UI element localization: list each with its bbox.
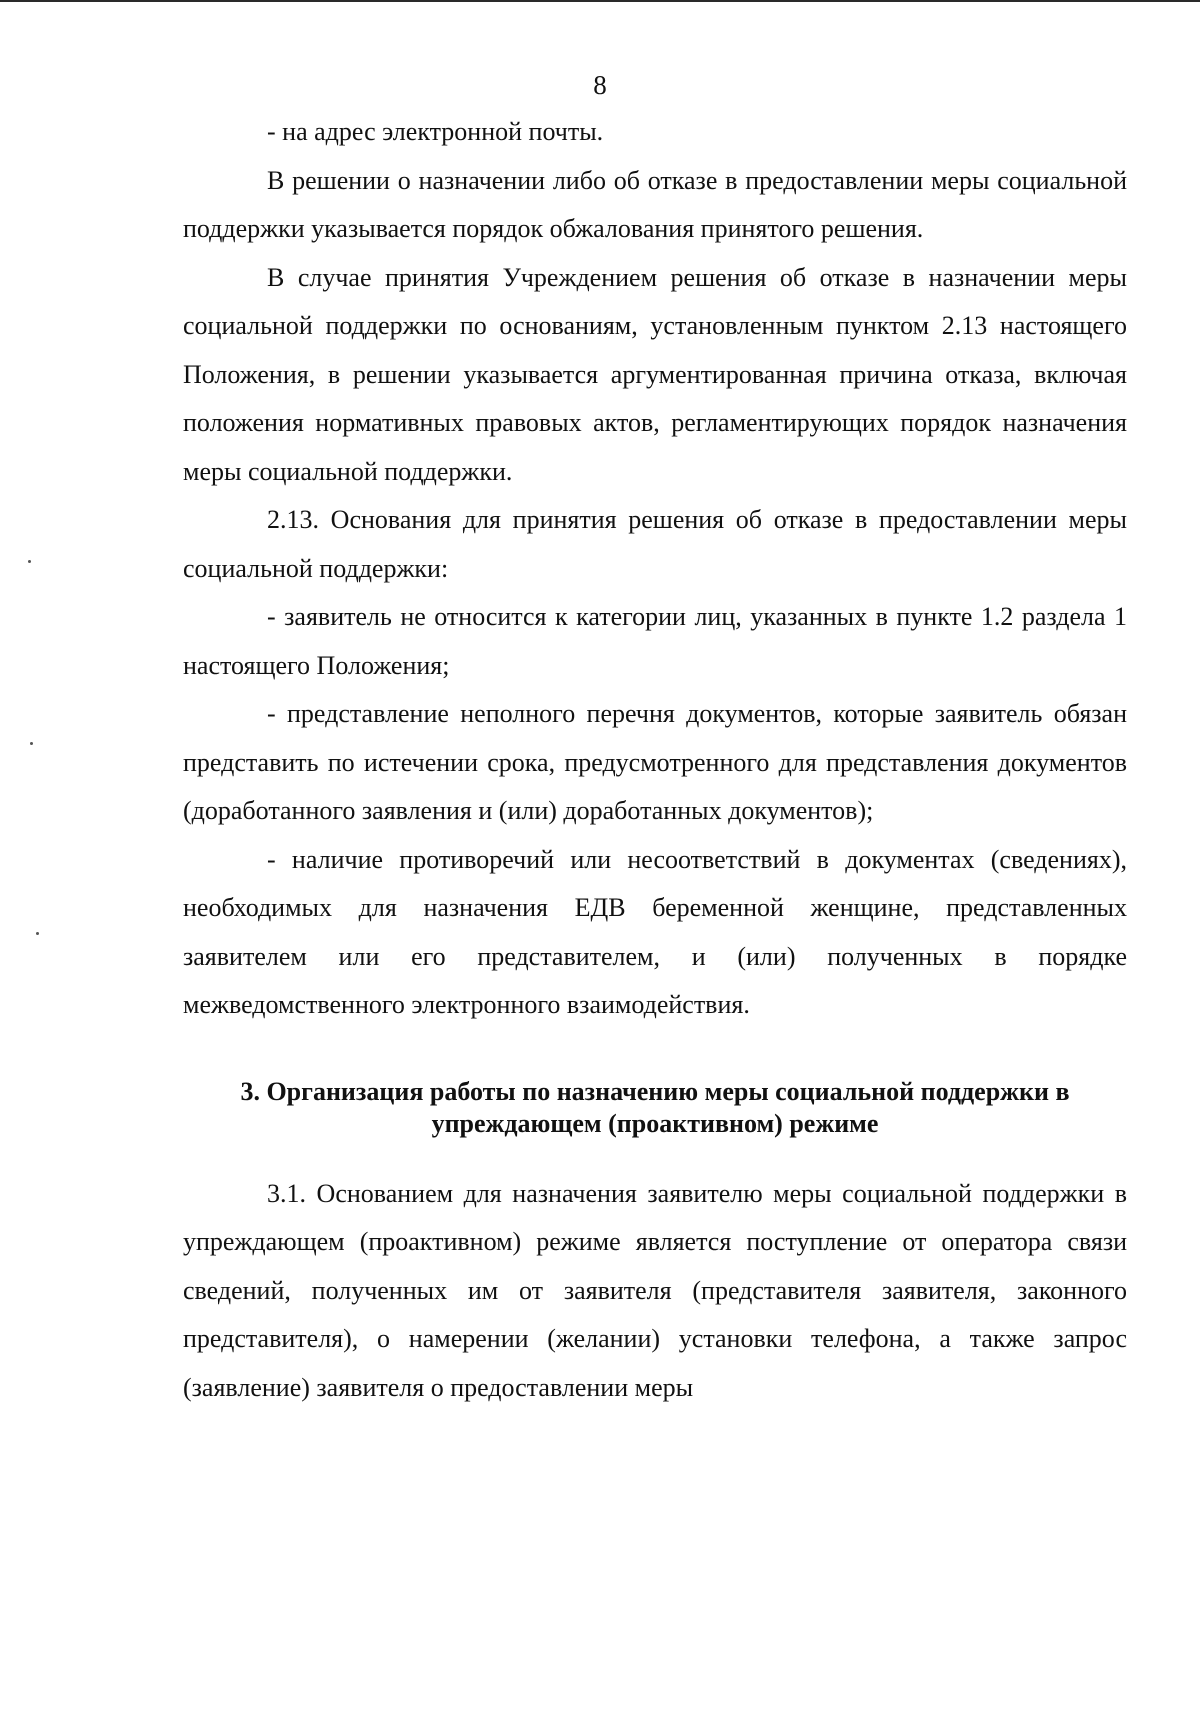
section-heading-line-1: 3. Организация работы по назначению меры социальной поддержки в [240, 1076, 1070, 1106]
page-number: 8 [593, 70, 607, 100]
section-3-heading [183, 1076, 1127, 1140]
paragraph-refusal-reason: В случае принятия Учреждением решения об отказе в назначении меры социальной поддержки по основаниям, установленным пунктом 2.13 настоящего Положения, в решении указывается аргументированная причина отказа, включая положения нормативных правовых актов, регламентирующих порядок назначения меры социальной поддержки. [183, 262, 1127, 486]
paragraph-email-item: - на адрес электронной почты. [267, 117, 604, 146]
paragraph-2-13-grounds: 2.13. Основания для принятия решения об отказе в предоставлении меры социальной поддержки: [183, 505, 1127, 583]
paragraph-appeal-procedure: В решении о назначении либо об отказе в предоставлении меры социальной поддержки указывается порядок обжалования принятого решения. [183, 165, 1127, 243]
scan-speck [28, 560, 31, 563]
scan-speck [30, 742, 33, 745]
section-heading-line-2: упреждающем (проактивном) режиме [431, 1108, 879, 1138]
paragraph-ground-category: - заявитель не относится к категории лиц, указанных в пункте 1.2 раздела 1 настоящего Положения; [183, 602, 1127, 680]
document-body [183, 108, 1127, 1412]
scan-top-edge [0, 0, 1200, 2]
paragraph-ground-incomplete-docs: - представление неполного перечня документов, которые заявитель обязан представить по истечении срока, предусмотренного для представления документов (доработанного заявления и (или) доработанных документов); [183, 699, 1127, 825]
paragraph-ground-contradictions: - наличие противоречий или несоответствий в документах (сведениях), необходимых для назначения ЕДВ беременной женщине, представленных заявителем или его представителем, и (или) полученных в порядке межведомственного электронного взаимодействия. [183, 844, 1127, 1019]
scan-speck [36, 932, 39, 935]
paragraph-3-1-basis: 3.1. Основанием для назначения заявителю меры социальной поддержки в упреждающем (проактивном) режиме является поступление от оператора связи сведений, полученных им от заявителя (представителя заявителя, законного представителя), о намерении (желании) установки телефона, а также запрос (заявление) заявителя о предоставлении меры [183, 1178, 1127, 1402]
